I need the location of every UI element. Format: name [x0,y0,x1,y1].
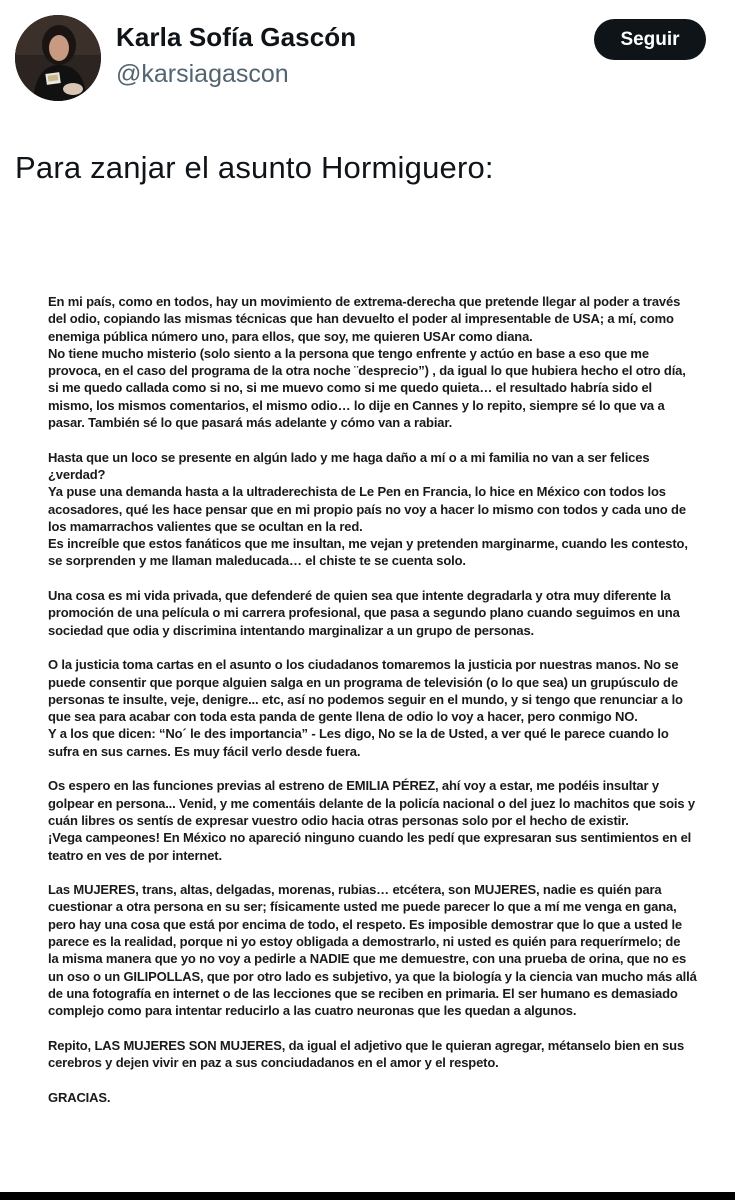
document-paragraph [48,449,696,570]
document-line: los mamarrachos valientes que se ocultan en la red. [48,518,363,534]
document-line: Las MUJERES, trans, altas, delgadas, morenas, rubias… etcétera, son MUJERES, nadie es quién para [48,882,662,898]
document-line: cuestionar a otra persona en su ser; físicamente usted me puede parecer lo que a mí me venga en gana, [48,899,677,915]
document-line: complejo como para intentar reducirlo a las cuatro neuronas que les quedan a algunos. [48,1003,577,1019]
document-line: puede consentir que porque alguien salga en un programa de televisión (o lo que sea) un grupúsculo de [48,674,678,690]
document-line: acosadores, qué les hace pensar que en mi propio país no voy a hacer lo mismo con todos y cada uno de [48,501,686,517]
document-line: mismo, los mismos comentarios, el mismo odio… lo dije en Cannes y lo repito, siempre sé lo que va a [48,397,665,413]
document-line: del odio, copiando las mismas técnicas que han devuelto el poder al impresentable de USA; a mí, como [48,311,674,327]
tweet-header [0,0,735,110]
document-line: Hasta que un loco se presente en algún lado y me haga daño a mí o a mi familia no van a ser felices [48,449,650,465]
tweet-text: Para zanjar el asunto Hormiguero: [15,150,494,185]
document-paragraph [48,1037,696,1072]
document-paragraph [48,881,696,1019]
document-line: un oso o un GILIPOLLAS, que por otro lado es subjetivo, ya que la biología y la ciencia van mucho más allá [48,968,697,984]
document-line: se sorprenden y me llaman maleducada… el chiste te se cuenta solo. [48,553,466,569]
document-line: pero hay una cosa que está por encima de todo, el respeto. Es imposible demostrar que lo que a usted le [48,916,682,932]
document-line: No tiene mucho misterio (solo siento a la persona que tengo enfrente y actúo en base a eso que me [48,345,649,361]
document-line: personas te insulte, veje, denigre... etc, así no podemos seguir en el mundo, y si tengo que renunciar a lo [48,691,683,707]
bottom-edge [0,1192,735,1200]
document-line: que sea para acabar con toda esta panda de gente llena de odio lo voy a hacer, pero conmigo NO. [48,709,638,725]
avatar[interactable] [15,15,101,101]
document-line: Ya puse una demanda hasta a la ultraderechista de Le Pen en Francia, lo hice en México con todos los [48,484,666,500]
document-line: promoción de una película o mi carrera profesional, que pasa a segundo plano cuando seguimos en una [48,605,680,621]
attached-document-image[interactable] [0,210,735,1192]
document-line: provoca, en el caso del programa de la otra noche ¨desprecio”) , da igual lo que hubiera hecho el otro día, [48,363,686,379]
document-paragraph [48,1089,696,1106]
document-line: Repito, LAS MUJERES SON MUJERES, da igual el adjetivo que le quieran agregar, métanselo bien en sus [48,1037,685,1053]
document-line: sufra en sus carnes. Es muy fácil verlo desde fuera. [48,743,361,759]
document-line: cerebros y dejen vivir en paz a sus conciudadanos en el amor y el respeto. [48,1055,499,1071]
document-paragraph [48,656,696,760]
author-name[interactable]: Karla Sofía Gascón [116,22,357,52]
document-line: de una fotografía en internet o de las lecciones que se reciben en primaria. El ser humano es demasiado [48,985,678,1001]
document-line: si me quedo callada como si no, si me muevo como si me quedo quieta… el resultado habría sido el [48,380,652,396]
document-line: O la justicia toma cartas en el asunto o los ciudadanos tomaremos la justicia por nuestras manos. No se [48,657,679,673]
document-line: la misma manera que yo no voy a pedirle a NADIE que me demuestre, con una prueba de orina, que no es [48,951,687,967]
document-line: golpear en persona... Venid, y me comentáis delante de la policía nacional o del juez lo machitos que sois y [48,795,695,811]
document-paragraph [48,777,696,863]
document-body [48,293,696,1123]
document-paragraph [48,587,696,639]
document-line: Os espero en las funciones previas al estreno de EMILIA PÉREZ, ahí voy a estar, me podéis insultar y [48,778,659,794]
document-line: parece es la realidad, porque ni yo estoy obligada a demostrarlo, ni usted es quién para requerírmelo; de [48,933,681,949]
document-line: sociedad que odia y discrimina intentando marginalizar a un grupo de personas. [48,622,535,638]
follow-button[interactable]: Seguir [594,19,706,60]
document-line: Y a los que dicen: “No´ le des importancia” - Les digo, No se la de Usted, a ver qué le parece cuando lo [48,726,669,742]
document-line: enemiga pública número uno, para ellos, que soy, me quieren USAr como diana. [48,328,533,344]
document-line: GRACIAS. [48,1089,111,1105]
author-handle[interactable]: @karsiagascon [116,60,289,88]
document-line: ¡Vega campeones! En México no apareció ninguno cuando les pedí que expresaran sus sentimientos en el [48,830,692,846]
document-line: cuán libres os sentís de expresar vuestro odio hacia otras personas solo por el hecho de existir. [48,812,629,828]
document-line: Una cosa es mi vida privada, que defenderé de quien sea que intente degradarla y otra muy diferente la [48,588,671,604]
document-paragraph [48,293,696,431]
document-line: En mi país, como en todos, hay un movimiento de extrema-derecha que pretende llegar al poder a través [48,294,681,309]
document-line: teatro en ves de por internet. [48,847,222,863]
document-line: Es increíble que estos fanáticos que me insultan, me vejan y pretenden marginarme, cuando les contesto, [48,536,688,552]
document-line: ¿verdad? [48,466,106,482]
profile-photo-icon [15,15,101,101]
document-line: pasar. También sé lo que pasará más adelante y cómo van a rabiar. [48,415,453,431]
